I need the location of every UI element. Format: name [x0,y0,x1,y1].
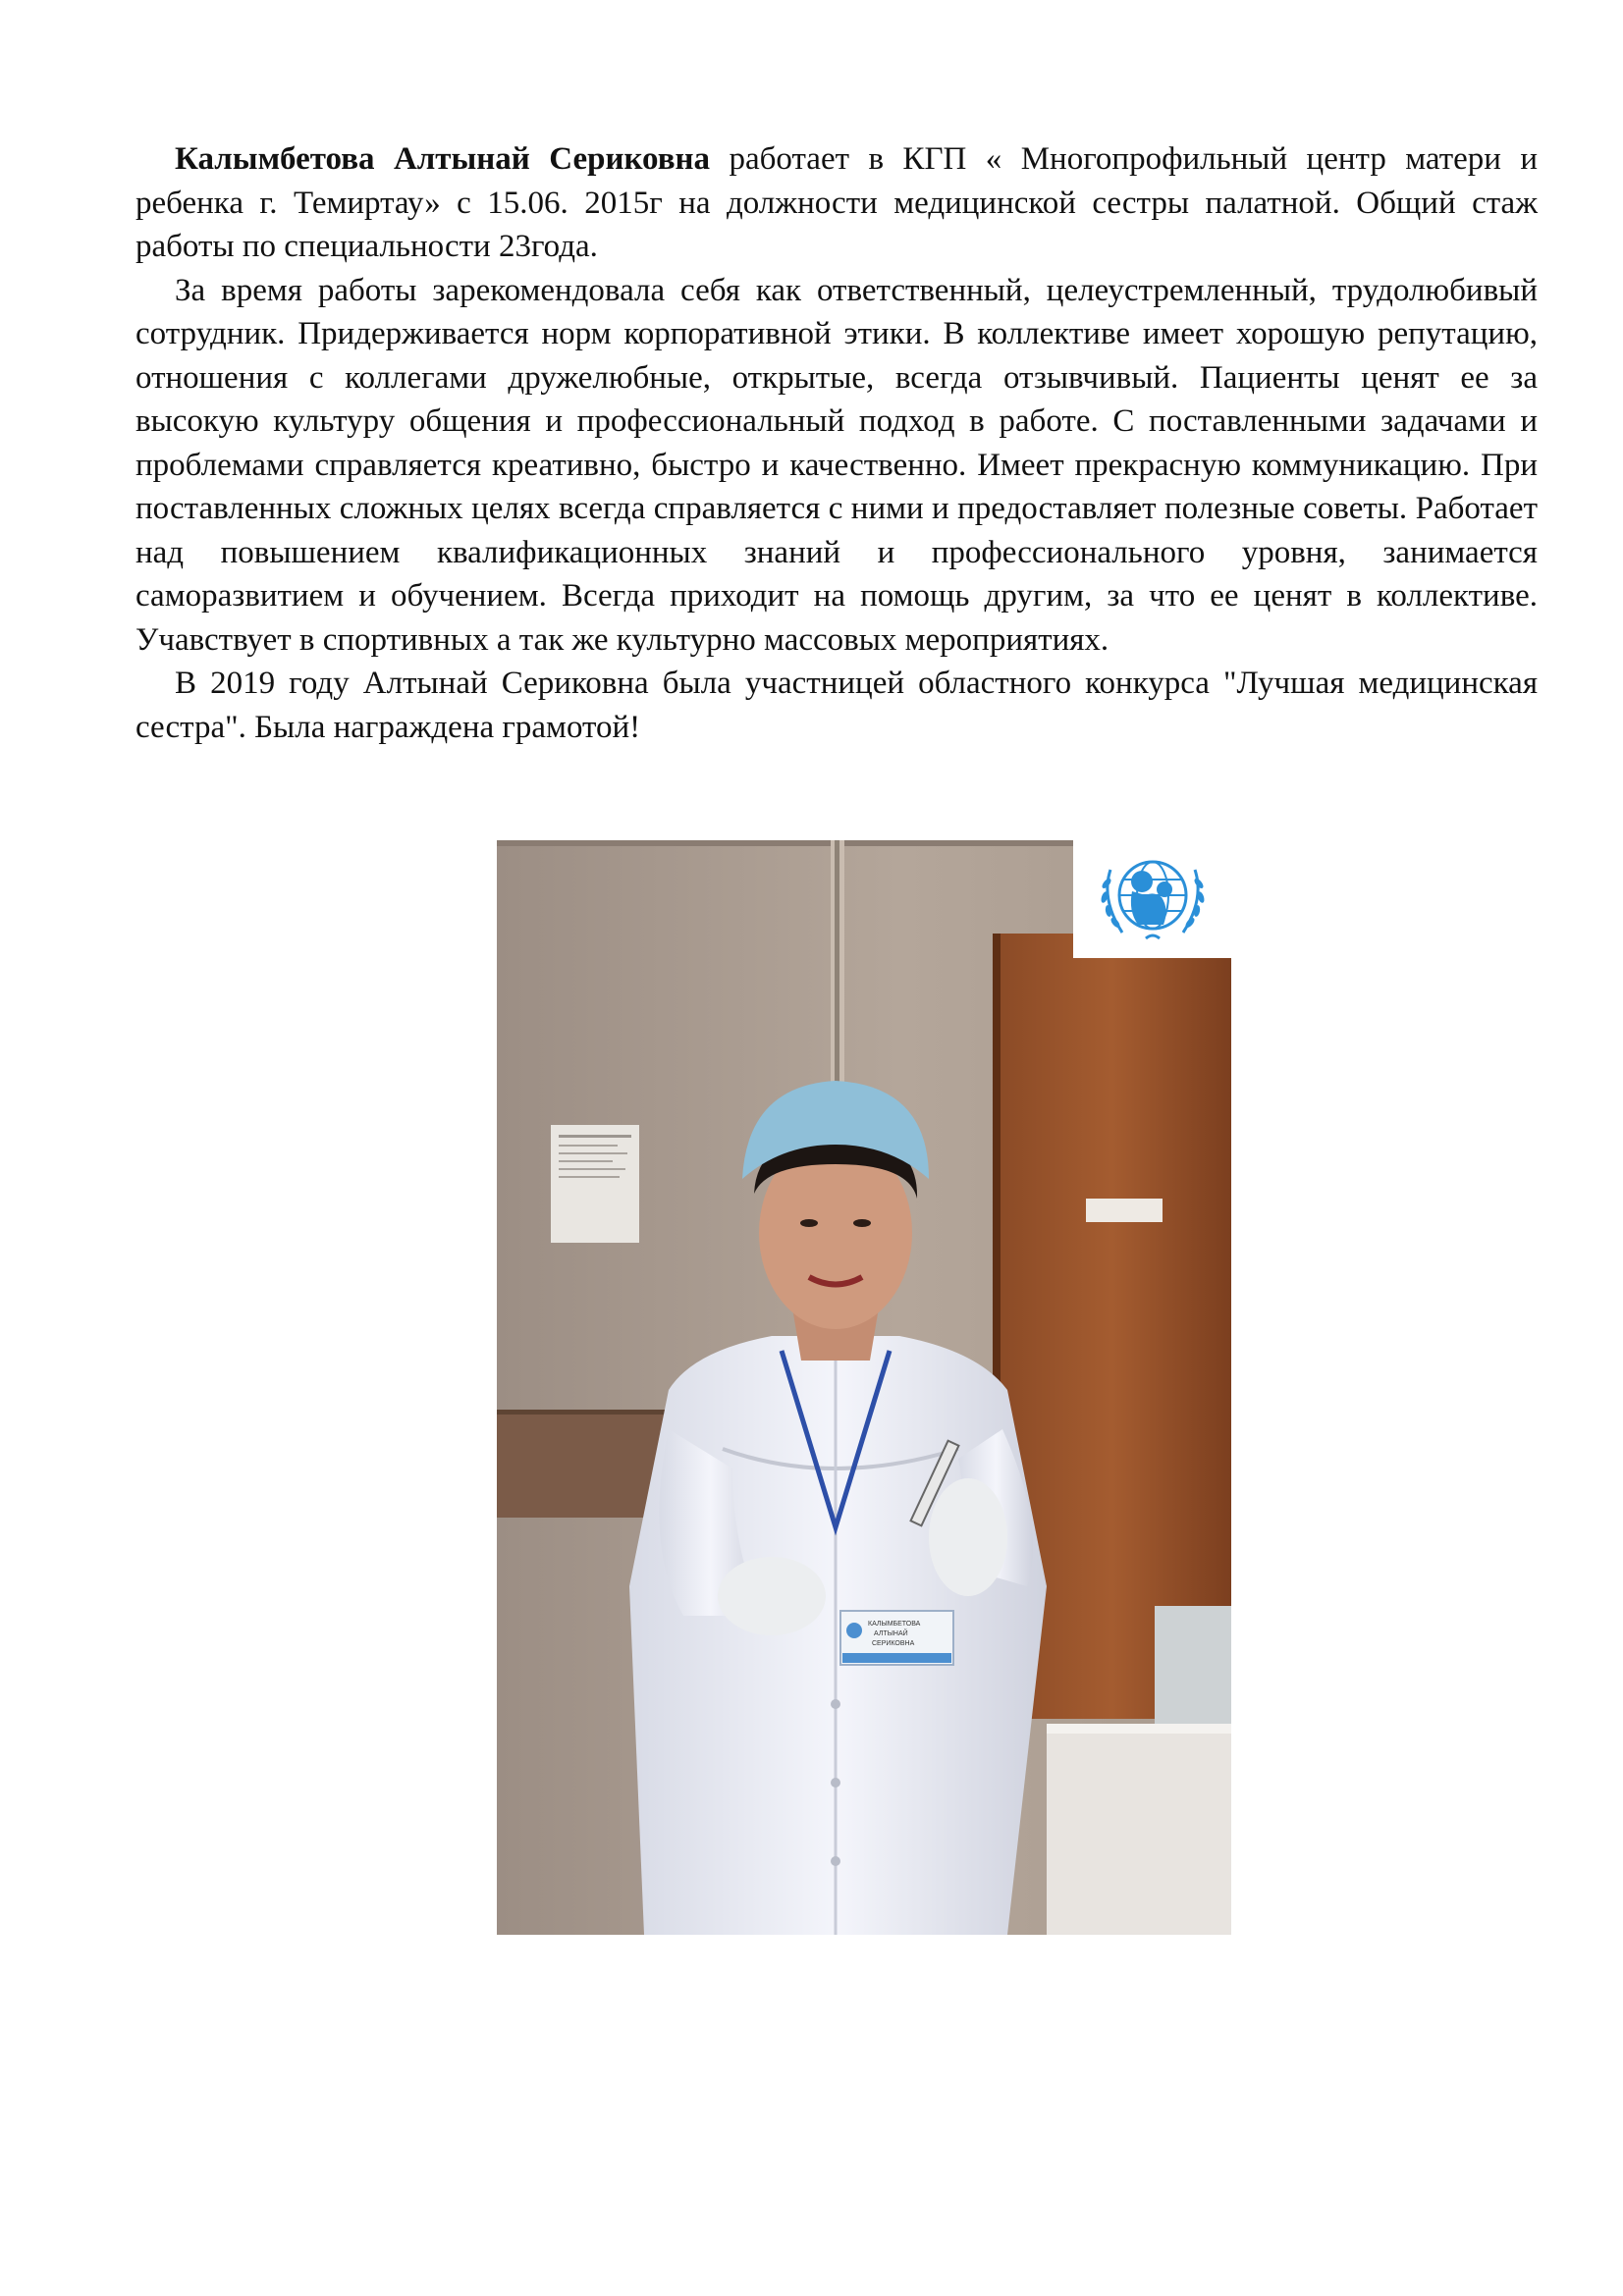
glove-left [718,1557,826,1635]
employee-name: Калымбетова Алтынай Сериковна [175,141,711,177]
unicef-logo [1073,840,1232,958]
wall-notice [551,1125,639,1243]
badge-line-2: АЛТЫНАЙ [874,1630,908,1637]
paragraph-2: За время работы зарекомендовала себя как ответственный, целеустремленный, трудолюбивый сотрудник. Придерживается норм корпоративной этики. В коллективе имеет хорошую репутацию, отношения с коллегами дружелюбные, открытые, всегда отзывчивый. Пациенты ценят ее за высокую культуру общения и профессиональный подход в работе. С поставленными задачами и проблемами справляется креативно, быстро и качественно. Имеет прекрасную коммуникацию. При поставленных сложных целях всегда справляется с ними и предоставляет полезные советы. Работает над повышением квалификационных знаний и профессионального уровня, занимается саморазвитием и обучением. Всегда приходит на помощь другим, за что ее ценят в коллективе. Учавствует в спортивных а так же культурно массовых мероприятиях. [135,272,1538,658]
paragraph-1 [135,137,1538,269]
glove-right [929,1478,1007,1596]
badge-line-1: КАЛЫМБЕТОВА [868,1621,921,1628]
employee-photo [497,840,1231,1935]
badge-line-3: СЕРИКОВНА [872,1640,915,1647]
white-coat [629,1336,1047,1935]
paragraph-3: В 2019 году Алтынай Сериковна была участницей областного конкурса "Лучшая медицинская сестра". Была награждена грамотой! [135,666,1538,745]
paragraph-1-text: работает в КГП « Многопрофильный центр матери и ребенка г. Темиртау» с 15.06. 2015г на должности медицинской сестры палатной. Общий стаж работы по специальности 23года. [135,141,1539,264]
document-body [135,137,1538,749]
